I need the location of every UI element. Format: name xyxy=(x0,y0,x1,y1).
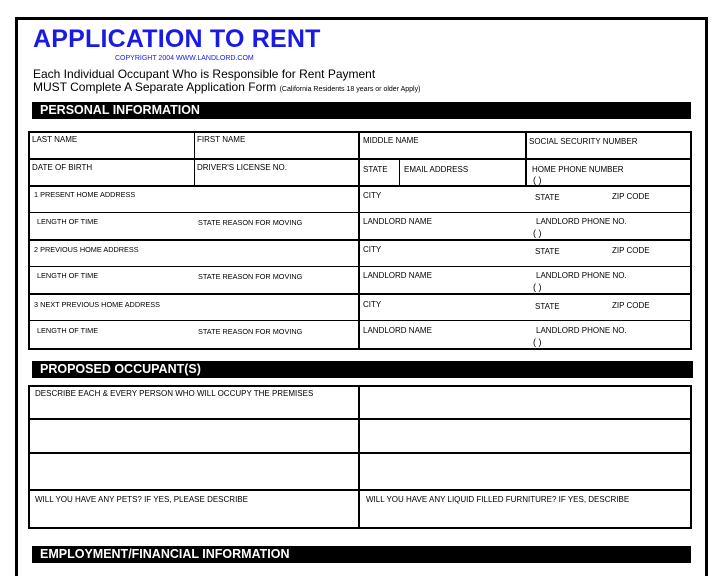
row-divider xyxy=(28,418,692,420)
liquid-furniture-field[interactable]: WILL YOU HAVE ANY LIQUID FILLED FURNITURE? IF YES, DESCRIBE xyxy=(366,495,630,504)
page-border-top xyxy=(15,17,708,20)
last-name-field[interactable]: LAST NAME xyxy=(32,135,78,144)
ssn-field[interactable]: SOCIAL SECURITY NUMBER xyxy=(529,137,638,146)
section-personal-heading: PERSONAL INFORMATION xyxy=(32,102,691,119)
col-divider xyxy=(358,131,360,350)
occupants-table xyxy=(28,385,692,529)
email-field[interactable]: EMAIL ADDRESS xyxy=(404,165,469,174)
home-phone-field[interactable]: HOME PHONE NUMBER xyxy=(532,165,624,174)
section-occupants-heading: PROPOSED OCCUPANT(S) xyxy=(32,361,693,378)
row-divider xyxy=(28,452,692,454)
section-employment-heading: EMPLOYMENT/FINANCIAL INFORMATION xyxy=(32,546,691,563)
state-field[interactable]: STATE xyxy=(535,302,560,311)
present-address-field[interactable]: 1 PRESENT HOME ADDRESS xyxy=(34,190,136,199)
occupants-describe-field[interactable]: DESCRIBE EACH & EVERY PERSON WHO WILL OCCUPY THE PREMISES xyxy=(35,389,314,398)
zip-field[interactable]: ZIP CODE xyxy=(612,301,650,310)
state-field[interactable]: STATE xyxy=(535,193,560,202)
col-divider xyxy=(399,158,400,185)
page-border-left xyxy=(15,17,18,576)
previous-address-field[interactable]: 2 PREVIOUS HOME ADDRESS xyxy=(34,245,139,254)
state-field[interactable]: STATE xyxy=(363,165,388,174)
landlord-name-field[interactable]: LANDLORD NAME xyxy=(363,217,432,226)
row-divider xyxy=(28,320,692,321)
row-divider xyxy=(28,266,692,267)
form-title: APPLICATION TO RENT xyxy=(33,25,321,53)
col-divider xyxy=(525,131,527,185)
phone-area-code: ( ) xyxy=(533,175,542,185)
reason-for-moving-field[interactable]: STATE REASON FOR MOVING xyxy=(198,327,303,336)
landlord-phone-field[interactable]: LANDLORD PHONE NO. xyxy=(536,217,627,226)
drivers-license-field[interactable]: DRIVER'S LICENSE NO. xyxy=(197,163,287,172)
pets-field[interactable]: WILL YOU HAVE ANY PETS? IF YES, PLEASE DESCRIBE xyxy=(35,495,248,504)
next-previous-address-field[interactable]: 3 NEXT PREVIOUS HOME ADDRESS xyxy=(34,300,160,309)
row-divider xyxy=(28,212,692,213)
row-divider xyxy=(28,239,692,241)
city-field[interactable]: CITY xyxy=(363,191,382,200)
row-divider xyxy=(28,293,692,295)
intro-note: (California Residents 18 years or older Apply) xyxy=(279,86,421,93)
phone-area-code: ( ) xyxy=(533,228,542,238)
length-of-time-field[interactable]: LENGTH OF TIME xyxy=(37,271,99,280)
landlord-phone-field[interactable]: LANDLORD PHONE NO. xyxy=(536,326,627,335)
col-divider xyxy=(358,385,360,529)
landlord-phone-field[interactable]: LANDLORD PHONE NO. xyxy=(536,271,627,280)
reason-for-moving-field[interactable]: STATE REASON FOR MOVING xyxy=(198,218,303,227)
landlord-name-field[interactable]: LANDLORD NAME xyxy=(363,271,432,280)
middle-name-field[interactable]: MIDDLE NAME xyxy=(363,136,419,145)
zip-field[interactable]: ZIP CODE xyxy=(612,192,650,201)
zip-field[interactable]: ZIP CODE xyxy=(612,246,650,255)
length-of-time-field[interactable]: LENGTH OF TIME xyxy=(37,217,99,226)
col-divider xyxy=(194,131,195,185)
row-divider xyxy=(28,158,692,160)
length-of-time-field[interactable]: LENGTH OF TIME xyxy=(37,326,99,335)
copyright-notice: COPYRIGHT 2004 WWW.LANDLORD.COM xyxy=(115,55,254,62)
reason-for-moving-field[interactable]: STATE REASON FOR MOVING xyxy=(198,272,303,281)
state-field[interactable]: STATE xyxy=(535,247,560,256)
dob-field[interactable]: DATE OF BIRTH xyxy=(32,163,93,172)
phone-area-code: ( ) xyxy=(533,282,542,292)
intro-line-2 xyxy=(33,80,420,94)
landlord-name-field[interactable]: LANDLORD NAME xyxy=(363,326,432,335)
phone-area-code: ( ) xyxy=(533,337,542,347)
intro-line-2-text: MUST Complete A Separate Application Form xyxy=(33,80,277,94)
city-field[interactable]: CITY xyxy=(363,300,382,309)
row-divider xyxy=(28,489,692,491)
city-field[interactable]: CITY xyxy=(363,245,382,254)
row-divider xyxy=(28,185,692,187)
intro-line-1: Each Individual Occupant Who is Responsible for Rent Payment xyxy=(33,67,376,81)
first-name-field[interactable]: FIRST NAME xyxy=(197,135,246,144)
page-border-right xyxy=(705,17,708,576)
